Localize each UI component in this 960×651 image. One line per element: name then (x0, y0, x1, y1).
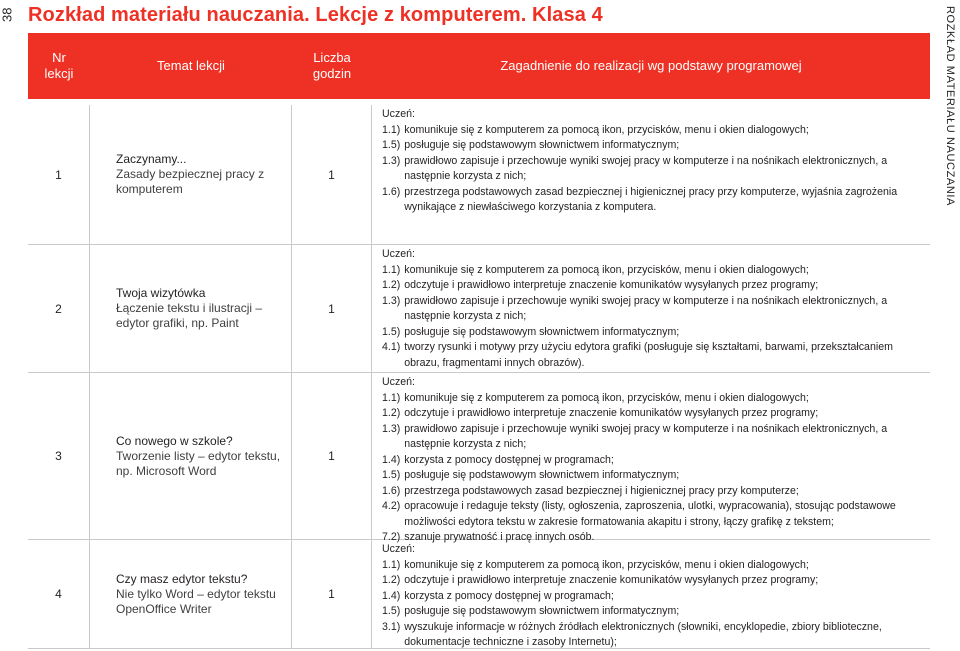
lesson-topic-subtitle: Nie tylko Word – edytor tekstu OpenOffice Writer (116, 586, 276, 616)
lesson-topic-subtitle: Tworzenie listy – edytor tekstu, np. Microsoft Word (116, 448, 281, 478)
requirement-item (382, 294, 922, 325)
curriculum-requirements (372, 105, 930, 244)
lesson-topic (90, 105, 292, 244)
table-row (28, 105, 930, 245)
curriculum-requirements (372, 540, 930, 648)
requirement-code: 1.4) (382, 589, 401, 602)
requirement-code: 3.1) (382, 620, 401, 633)
requirement-code: 7.2) (382, 531, 401, 543)
header-temat: Temat lekcji (157, 58, 225, 73)
requirement-text: komunikuje się z komputerem za pomocą ikon, przycisków, menu i okien dialogowych; (404, 391, 809, 404)
requirement-text: korzysta z pomocy dostępnej w programach; (404, 589, 614, 602)
page-number: 38 (0, 7, 15, 23)
lesson-topic (90, 373, 292, 539)
requirement-item (382, 589, 922, 605)
requirement-code: 1.3) (382, 154, 401, 167)
requirement-code: 1.5) (382, 139, 401, 151)
requirement-code: 1.3) (382, 422, 401, 435)
requirement-item (382, 468, 922, 484)
requirement-code: 1.6) (382, 185, 401, 198)
requirement-code: 1.2) (382, 279, 401, 291)
requirement-code: 4.1) (382, 341, 401, 353)
lesson-topic-title: Czy masz edytor tekstu? (116, 571, 248, 586)
lesson-topic-subtitle: Zasady bezpiecznej pracy z komputerem (116, 167, 265, 196)
header-zagadnienie: Zagadnienie do realizacji wg podstawy programowej (500, 58, 802, 73)
requirement-text: tworzy rysunki i motywy przy użyciu edytora grafiki (posługuje się kształtami, barwami, przekształcaniem obrazu, fragmentami innych obrazów). (404, 341, 893, 369)
requirement-text: odczytuje i prawidłowo interpretuje znaczenie komunikatów wysyłanych przez programy; (404, 407, 819, 419)
requirement-code: 1.1) (382, 391, 401, 404)
requirement-item (382, 391, 922, 407)
lesson-hours: 1 (292, 245, 372, 372)
requirement-item (382, 325, 922, 341)
requirement-item (382, 558, 922, 574)
header-nr (28, 33, 90, 99)
lesson-hours: 1 (292, 373, 372, 539)
requirement-text: prawidłowo zapisuje i przechowuje wyniki swojej pracy w komputerze i na nośnikach elektronicznych, a następnie korzysta z nich; (404, 154, 888, 182)
student-label: Uczeń: (382, 248, 415, 260)
requirement-text: przestrzega podstawowych zasad bezpiecznej i higienicznej pracy przy komputerze, wyjaśnia zagrożenia wynikające z niewłaściwego korzystania z komputera. (404, 185, 898, 213)
requirement-text: komunikuje się z komputerem za pomocą ikon, przycisków, menu i okien dialogowych; (404, 558, 809, 571)
curriculum-requirements (372, 245, 930, 372)
table-body (28, 105, 930, 649)
requirement-item (382, 340, 922, 371)
requirement-item (382, 123, 922, 139)
requirement-code: 1.5) (382, 325, 401, 338)
requirement-text: posługuje się podstawowym słownictwem informatycznym; (404, 325, 680, 338)
lesson-number: 3 (28, 373, 90, 539)
section-side-label: ROZKŁAD MATERIAŁU NAUCZANIA (944, 6, 956, 206)
curriculum-table (28, 33, 930, 648)
requirement-text: komunikuje się z komputerem za pomocą ikon, przycisków, menu i okien dialogowych; (404, 123, 809, 136)
requirement-text: szanuje prywatność i pracę innych osób. (404, 531, 595, 543)
header-liczba (292, 33, 372, 99)
lesson-number: 1 (28, 105, 90, 244)
requirement-code: 1.5) (382, 469, 401, 481)
student-label: Uczeń: (382, 543, 415, 555)
lesson-number: 2 (28, 245, 90, 372)
requirement-text: odczytuje i prawidłowo interpretuje znaczenie komunikatów wysyłanych przez programy; (404, 574, 819, 586)
requirement-code: 1.3) (382, 294, 401, 307)
table-header (28, 33, 930, 99)
requirement-text: odczytuje i prawidłowo interpretuje znaczenie komunikatów wysyłanych przez programy; (404, 279, 819, 291)
requirement-item (382, 138, 922, 154)
requirement-item (382, 263, 922, 279)
requirement-item (382, 453, 922, 469)
lesson-topic (90, 540, 292, 648)
student-label: Uczeń: (382, 108, 415, 120)
table-row (28, 245, 930, 373)
lesson-topic-title: Twoja wizytówka (116, 286, 206, 300)
requirement-text: korzysta z pomocy dostępnej w programach; (404, 453, 614, 466)
requirement-text: opracowuje i redaguje teksty (listy, ogłoszenia, zaproszenia, ulotki, wypracowania), stosując podstawowe możliwości edytora tekstu w zakresie formatowania akapitu i strony, łączy grafikę z tekstem; (404, 500, 896, 528)
lesson-topic (90, 245, 292, 372)
requirement-code: 1.6) (382, 484, 401, 497)
page-title: Rozkład materiału nauczania. Lekcje z komputerem. Klasa 4 (28, 4, 603, 26)
requirement-text: posługuje się podstawowym słownictwem informatycznym; (404, 605, 680, 617)
requirement-text: przestrzega podstawowych zasad bezpiecznej i higienicznej pracy przy komputerze; (404, 484, 799, 497)
requirement-item (382, 185, 922, 216)
requirement-code: 1.1) (382, 123, 401, 136)
curriculum-requirements (372, 373, 930, 543)
requirement-code: 1.1) (382, 263, 401, 276)
lesson-hours: 1 (292, 540, 372, 648)
requirement-code: 4.2) (382, 500, 401, 512)
requirement-code: 1.5) (382, 605, 401, 617)
requirement-text: wyszukuje informacje w różnych źródłach elektronicznych (słowniki, encyklopedie, zbiory biblioteczne, dokumentacje techniczne i zasoby Internetu); (404, 620, 882, 648)
lesson-topic-title: Co nowego w szkole? (116, 433, 233, 448)
lesson-topic-subtitle: Łączenie tekstu i ilustracji – edytor grafiki, np. Paint (116, 301, 263, 330)
requirement-item (382, 154, 922, 185)
lesson-topic-title: Zaczynamy... (116, 152, 187, 166)
requirement-item (382, 499, 922, 530)
requirement-item (382, 484, 922, 500)
requirement-text: prawidłowo zapisuje i przechowuje wyniki swojej pracy w komputerze i na nośnikach elektronicznych, a następnie korzysta z nich; (404, 422, 888, 450)
requirement-item (382, 604, 922, 620)
student-label: Uczeń: (382, 376, 415, 388)
table-row (28, 373, 930, 543)
requirement-item (382, 422, 922, 453)
requirement-item (382, 406, 922, 422)
requirement-item (382, 278, 922, 294)
lesson-hours: 1 (292, 105, 372, 244)
requirement-item (382, 620, 922, 651)
table-row (28, 540, 930, 649)
requirement-code: 1.2) (382, 407, 401, 419)
requirement-text: prawidłowo zapisuje i przechowuje wyniki swojej pracy w komputerze i na nośnikach elektronicznych, a następnie korzysta z nich; (404, 294, 888, 322)
requirement-item (382, 573, 922, 589)
requirement-code: 1.4) (382, 453, 401, 466)
requirement-text: komunikuje się z komputerem za pomocą ikon, przycisków, menu i okien dialogowych; (404, 263, 809, 276)
lesson-number: 4 (28, 540, 90, 648)
requirement-code: 1.1) (382, 558, 401, 571)
requirement-code: 1.2) (382, 574, 401, 586)
header-nr-label: Nr lekcji (44, 50, 74, 81)
requirement-text: posługuje się podstawowym słownictwem informatycznym; (404, 139, 680, 151)
header-liczba-label: Liczba godzin (312, 50, 352, 81)
requirement-text: posługuje się podstawowym słownictwem informatycznym; (404, 469, 680, 481)
